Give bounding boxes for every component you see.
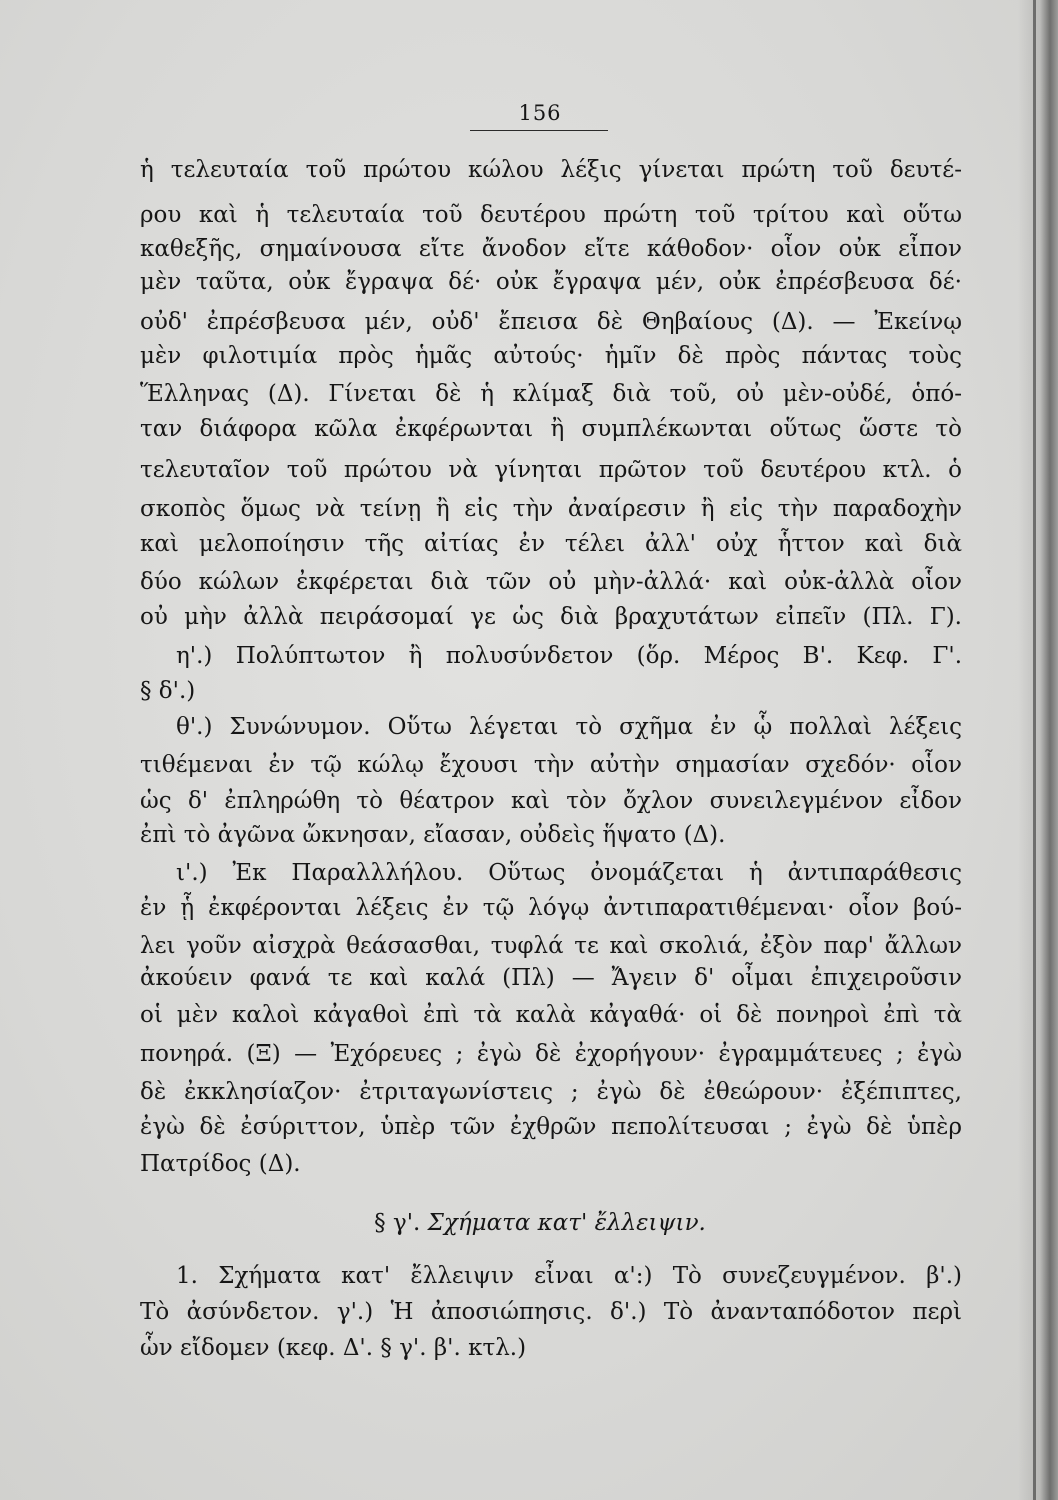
text-line: δύο κώλων ἐκφέρεται διὰ τῶν οὐ μὴν-ἀλλά· καὶ οὐκ-ἀλλὰ οἷον xyxy=(140,569,962,595)
text-line: οἱ μὲν καλοὶ κἀγαθοὶ ἐπὶ τὰ καλὰ κἀγαθά· οἱ δὲ πονηροὶ ἐπὶ τὰ xyxy=(140,1002,962,1028)
text-line: σκοπὸς ὅμως νὰ τείνῃ ἢ εἰς τὴν ἀναίρεσιν ἢ εἰς τὴν παραδοχὴν xyxy=(140,496,962,522)
text-line: ταν διάφορα κῶλα ἐκφέρωνται ἢ συμπλέκωνται οὕτως ὥστε τὸ xyxy=(140,416,962,442)
text-line: ἐπὶ τὸ ἀγῶνα ὤκνησαν, εἴασαν, οὐδεὶς ἥψατο (Δ). xyxy=(140,822,726,848)
text-line: ρου καὶ ἡ τελευταία τοῦ δευτέρου πρώτη τοῦ τρίτου καὶ οὕτω xyxy=(140,202,962,228)
text-line: τιθέμεναι ἐν τῷ κώλῳ ἔχουσι τὴν αὐτὴν σημασίαν σχεδόν· οἷον xyxy=(140,752,962,778)
section-heading xyxy=(0,1210,1058,1236)
list-line: Τὸ ἀσύνδετον. γ'.) Ἡ ἀποσιώπησις. δ'.) Τὸ ἀνανταπόδοτον περὶ xyxy=(140,1299,962,1325)
section-symbol: § γ'. xyxy=(374,1210,421,1236)
text-line: ι'.) Ἐκ Παραλλλήλου. Οὕτως ὀνομάζεται ἡ ἀντιπαράθεσις xyxy=(176,860,962,886)
text-line: οὐ μὴν ἀλλὰ πειράσομαί γε ὡς διὰ βραχυτάτων εἰπεῖν (Πλ. Γ). xyxy=(140,604,962,630)
section-title: Σχήματα κατ' ἔλλειψιν. xyxy=(427,1210,706,1236)
text-line: ἐγὼ δὲ ἐσύριττον, ὑπὲρ τῶν ἐχθρῶν πεπολίτευσαι ; ἐγὼ δὲ ὑπὲρ xyxy=(140,1114,962,1140)
text-line: μὲν φιλοτιμία πρὸς ἡμᾶς αὐτούς· ἡμῖν δὲ πρὸς πάντας τοὺς xyxy=(140,343,962,369)
text-line: πονηρά. (Ξ) — Ἐχόρευες ; ἐγὼ δὲ ἐχορήγουν· ἐγραμμάτευες ; ἐγὼ xyxy=(140,1041,962,1067)
text-line: μὲν ταῦτα, οὐκ ἔγραψα δέ· οὐκ ἔγραψα μέν, οὐκ ἐπρέσβευσα δέ· xyxy=(140,269,962,295)
list-line: ὧν εἴδομεν (κεφ. Δ'. § γ'. β'. κτλ.) xyxy=(140,1335,527,1361)
text-line: λει γοῦν αἰσχρὰ θεάσασθαι, τυφλά τε καὶ σκολιά, ἐξὸν παρ' ἄλλων xyxy=(140,933,962,959)
list-line: 1. Σχήματα κατ' ἔλλειψιν εἶναι α':) Τὸ συνεζευγμένον. β'.) xyxy=(176,1263,962,1289)
text-line: § δ'.) xyxy=(140,678,196,704)
page-number: 156 xyxy=(518,101,562,125)
text-line: ἐν ᾗ ἐκφέρονται λέξεις ἐν τῷ λόγῳ ἀντιπαρατιθέμεναι· οἷον βού- xyxy=(140,895,962,921)
text-line: τελευταῖον τοῦ πρώτου νὰ γίνηται πρῶτον τοῦ δευτέρου κτλ. ὁ xyxy=(140,457,962,483)
text-line: η'.) Πολύπτωτον ἢ πολυσύνδετον (ὅρ. Μέρος Β'. Κεφ. Γ'. xyxy=(176,643,962,669)
text-line: Πατρίδος (Δ). xyxy=(140,1151,301,1177)
text-line: ἀκούειν φανά τε καὶ καλά (Πλ) — Ἄγειν δ' οἶμαι ἐπιχειροῦσιν xyxy=(140,965,962,991)
text-line: δὲ ἐκκλησίαζον· ἐτριταγωνίστεις ; ἐγὼ δὲ ἐθεώρουν· ἐξέπιπτες, xyxy=(140,1079,962,1105)
text-line: ἡ τελευταία τοῦ πρώτου κώλου λέξις γίνεται πρώτη τοῦ δευτέ- xyxy=(140,157,962,183)
text-line: ὡς δ' ἐπληρώθη τὸ θέατρον καὶ τὸν ὄχλον συνειλεγμένον εἶδον xyxy=(140,788,962,814)
text-line: οὐδ' ἐπρέσβευσα μέν, οὐδ' ἔπεισα δὲ Θηβαίους (Δ). — Ἐκείνῳ xyxy=(140,309,962,335)
text-line: καθεξῆς, σημαίνουσα εἴτε ἄνοδον εἴτε κάθοδον· οἷον οὐκ εἶπον xyxy=(140,236,962,262)
text-line: Ἕλληνας (Δ). Γίνεται δὲ ἡ κλίμαξ διὰ τοῦ, οὐ μὲν-οὐδέ, ὁπό- xyxy=(140,381,962,407)
text-line: καὶ μελοποίησιν τῆς αἰτίας ἐν τέλει ἀλλ' οὐχ ἧττον καὶ διὰ xyxy=(140,531,962,557)
text-line: θ'.) Συνώνυμον. Οὕτω λέγεται τὸ σχῆμα ἐν ᾧ πολλαὶ λέξεις xyxy=(176,714,962,740)
